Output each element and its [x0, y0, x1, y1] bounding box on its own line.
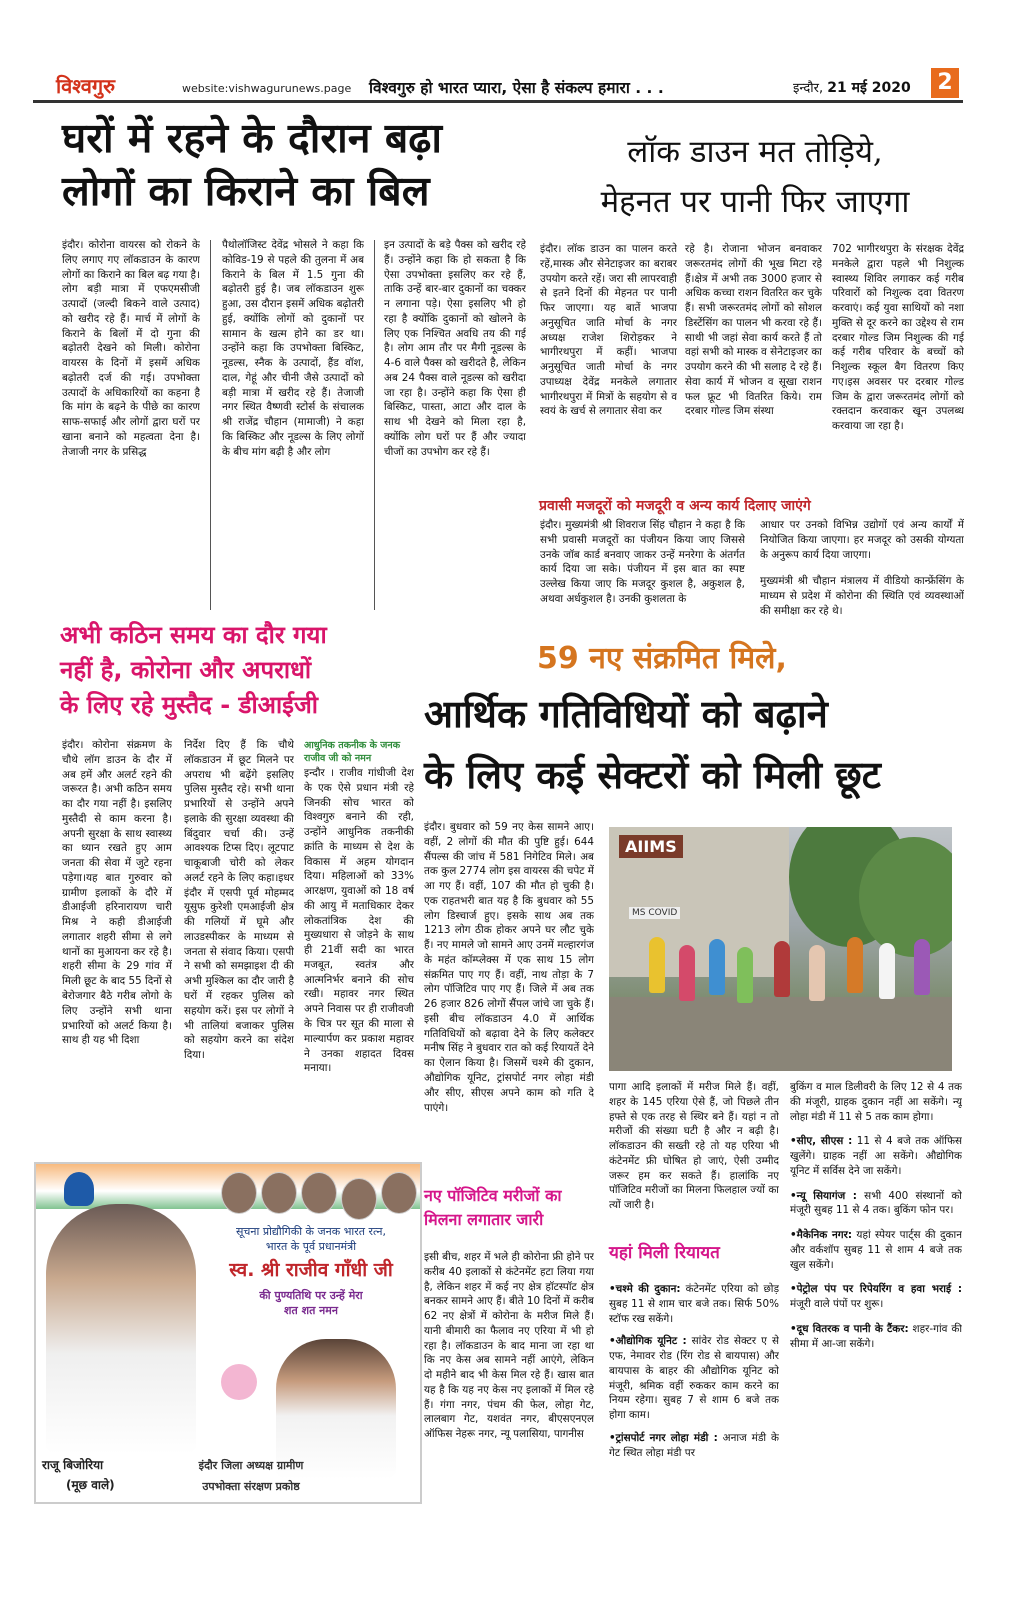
person: [847, 937, 863, 993]
ad-tagline: [206, 1224, 416, 1254]
person-title-line1: इंदौर जिला अध्यक्ष ग्रामीण: [198, 1459, 304, 1472]
concession-item: [790, 1134, 962, 1178]
concession-item: [790, 1228, 962, 1272]
concession-item: [790, 1282, 962, 1312]
concession-item: [609, 1334, 779, 1423]
leader-photo: [301, 1172, 337, 1214]
story4-headline: [60, 618, 420, 722]
masthead-logo: विश्वगुरु: [56, 74, 116, 98]
masthead-slogan: विश्वगुरु हो भारत प्यारा, ऐसा है संकल्प हमारा . . .: [369, 79, 664, 97]
ad-tribute-line2: शत शत नमन: [284, 1304, 338, 1317]
person: [879, 943, 895, 999]
person: [709, 939, 725, 995]
concession-intro: बुकिंग व माल डिलीवरी के लिए 12 से 4 तक की मंजूरी, ग्राहक दुकान नहीं आ सकेंगे। न्यू लोहा मंडी में 11 से 5 तक काम होगा।: [790, 1081, 962, 1123]
hand-symbol-icon: [64, 1172, 94, 1206]
concessions-list-1: [609, 1282, 779, 1500]
concession-title: •ट्रांसपोर्ट नगर लोहा मंडी :: [609, 1431, 718, 1444]
story3-col2: [760, 518, 964, 628]
story3-headline: प्रवासी मजदूरों को मजदूरी व अन्य कार्य दिलाए जाएंगे: [539, 498, 811, 514]
concession-title: •सीए, सीएस :: [790, 1135, 853, 1148]
story1-col1: इंदौर। कोरोना वायरस को रोकने के लिए लगाए गए लॉकडाउन के कारण लोगों का किराने का बिल बढ़ गया है। लोग बड़ी मात्रा में एफएमसीजी उत्पादों (जल्दी बिकने वाले उत्पाद) को खरीद रहे हैं। मार्च में लोगों के किराने के बिलों में दो गुना की बढ़ोतरी देखने को मिली। कोरोना वायरस के दिनों में इसमें अधिक बढ़ोतरी दर्ज की गई। उपभोक्ता उत्पादों के अधिकारियों का कहना है कि मांग के बढ़ने के पीछे का कारण साफ-सफाई और लोगों द्वारा घरों पर खाना बनाने को महत्वता देना है। तेजाजी नगर के प्रसिद्ध: [62, 239, 200, 458]
tribute-advertisement: [34, 1162, 422, 1504]
story2-col2: रहे है। रोजाना भोजन बनवाकर जरूरतमंद लोगों की भूख मिटा रहे हैं।क्षेत्र में अभी तक 3000 हजार से अधिक कच्चा राशन वितरित कर चुके हैं। सभी जरूरतमंद लोगों को सोशल डिस्टेंसिंग का पालन भी करवा रहे हैं। साथी भी जहां सेवा कार्य करते हैं तो वहां सभी को मास्क व सेनेटाइजर का उपयोग करने की भी सलाह दे रहे हैं। सेवा कार्य में भोजन व सूखा राशन फल फ्रूट भी वितरित किये। राम दरबार गोल्ड जिम संस्था: [685, 243, 822, 418]
story1-headline-line1: घरों में रहने के दौरान बढ़ा: [62, 114, 442, 162]
story6-headline: [424, 684, 964, 806]
person-title-line2: उपभोक्ता संरक्षण प्रकोष्ठ: [202, 1480, 300, 1493]
ad-tribute-line1: की पुण्यतिथि पर उन्हें मेरा: [259, 1289, 363, 1302]
ad-tagline-line1: सूचना प्रोद्यौगिकी के जनक भारत रत्न,: [235, 1225, 387, 1238]
concession-text: सभी 400 संस्थानों को मंजूरी सुबह 11 से 4 तक। बुकिंग फोन पर।: [790, 1189, 962, 1217]
story2-col3: 702 भागीरथपुरा के संरक्षक देवेंद्र मनकेले द्वारा पहले भी निशुल्क स्वास्थ्य शिविर लगाकर कई गरीब परिवारों को निशुल्क दवा वितरण करवाएं। कई युवा साथियों को नशा मुक्ति से दूर करने का उद्देश्य से राम दरबार गोल्ड जिम निशुल्क की गई कई गरीब परिवार के बच्चों को निशुल्क स्कूल बैग वितरण किए गए।इस अवसर पर दरबार गोल्ड जिम के द्वारा जरूरतमंद लोगों को रक्तदान करवाकर खून उपलब्ध करवाया जा रहा है।: [832, 243, 964, 433]
person: [914, 939, 930, 995]
story4-headline-line1: अभी कठिन समय का दौर गया: [60, 621, 327, 649]
concession-text: कंटेनमेंट एरिया को छोड़ सुबह 11 से शाम चार बजे तक। सिर्फ 50% स्टॉफ रख सकेंगे।: [609, 1283, 779, 1325]
masthead-date: [793, 78, 911, 97]
story2-headline-line1: लॉक डाउन मत तोड़िये,: [627, 134, 883, 170]
story1-headline-line2: लोगों का किराने का बिल: [62, 167, 430, 216]
person: [649, 937, 665, 993]
ad-name: स्व. श्री राजीव गाँधी जी: [229, 1259, 393, 1281]
leader-photo: [381, 1172, 417, 1214]
concessions-head: यहां मिली रियायत: [609, 1243, 720, 1263]
rajiv-gandhi-portrait: [46, 1204, 196, 1454]
concession-item: [790, 1322, 962, 1352]
website-url: website:vishwagurunews.page: [182, 82, 352, 95]
column-divider: [374, 240, 375, 610]
story4-col1: इंदौर। कोरोना संक्रमण के चौथे लॉग डाउन के दौर में अब हमें और अलर्ट रहने की जरूरत है। अभी कठिन समय का दौर गया नहीं है। इसलिए मुस्तैदी से काम करना है। अपनी सुरक्षा के साथ स्वास्थ्य का ध्यान रखते हुए आम जनता की सेवा में जुटे रहना पड़ेगा।यह बात गुरुवार को ग्रामीण इलाकों के दौरे में डीआईजी हरिनारायण चारी मिश्र ने कही डीआईजी लगातार शहरी सीमा से लगे थानों का मुआयना कर रहे है। शहरी सीमा के 29 गांव में मिली छूट के बाद 55 दिनों से बेरोजगार बैठे गरीब लोगो के लिए उन्होंने सभी थाना प्रभारियों को अलर्ट किया है। साथ ही यह भी दिशा: [62, 739, 172, 1047]
concession-title: •चश्मे की दुकान:: [609, 1283, 681, 1295]
concessions-list-2: [790, 1080, 962, 1500]
concession-title: •मैकेनिक नगर:: [790, 1229, 853, 1242]
concession-item: [609, 1282, 779, 1326]
concession-title: •औद्योगिक यूनिट :: [609, 1335, 687, 1348]
story3-col2-para1: आधार पर उनको विभिन्न उद्योगों एवं अन्य कार्यों में नियोजित किया जाएगा। हर मजदूर को उसकी योग्यता के अनुरूप कार्य दिया जाएगा।: [760, 519, 964, 561]
concession-item: [790, 1189, 962, 1219]
story6-col1: इंदौर। बुधवार को 59 नए केस सामने आए। वहीं, 2 लोगों की मौत की पुष्टि हुई। 644 सैंपल्स की जांच में 581 निगेटिव मिले। अब तक कुल 2774 लोग इस वायरस की चपेट में आ गए हैं। वहीं, 107 की मौत हो चुकी है। एक राहतभरी बात यह है कि बुधवार को 55 लोग डिस्चार्ज हुए। इसके साथ अब तक 1213 लोग ठीक होकर अपने घर लौट चुके हैं। नए मामले जो सामने आए उनमें मल्हारगंज के महंत कॉम्प्लेक्स में एक साथ 15 लोग संक्रमित पाए गए हैं। वहीं, नाथ तोड़ा के 7 लोग पॉजिटिव पाए गए हैं। जिले में अब तक 26 हजार 826 लोगों सैंपल जांचे जा चुके हैं। इसी बीच लॉकडाउन 4.0 में आर्थिक गतिविधियों को बढ़ावा देने के लिए कलेक्टर मनीष सिंह ने बुधवार रात को कई रियायतें देने का ऐलान किया है। जिसमें चश्मे की दुकान, औद्योगिक यूनिट, ट्रांसपोर्ट नगर लोहा मंडी और सीए, सीएस अपने काम को गति दे पाएंगे।: [424, 821, 594, 1114]
story6-col2: पागा आदि इलाकों में मरीज मिले हैं। वहीं, शहर के 145 एरिया ऐसे हैं, जो पिछले तीन हफ्ते से एक तरह से स्थिर बने हैं। यहां न तो मरीजों की संख्या घटी है और न बढ़ी है। लॉकडाउन की सख्ती रहे तो यह एरिया भी कंटेनमेंट फ्री घोषित हो जाएं, ऐसी उम्मीद जरूर हम कर सकते हैं। हालांकि नए पॉजिटिव मरीजों का मिलना फिलहाल ज्यों का त्यों जारी है।: [609, 1081, 779, 1212]
concession-text: अनाज मंडी के गेट स्थित लोहा मंडी पर: [609, 1431, 779, 1459]
concession-text: सांवेर रोड सेक्टर ए से एफ, नेमावर रोड (रिंग रोड से बायपास) और बायपास के बाहर की औद्योगिक यूनिट को मंजूरी, श्रमिक वहीं रुककर काम करने का नियम रहेगा। सुबह 7 से शाम 6 बजे तक होगा काम।: [609, 1335, 779, 1422]
leader-photo: [261, 1172, 297, 1214]
story1-headline: [62, 112, 532, 219]
story6-headline-line2: के लिए कई सेक्टरों को मिली छूट: [424, 751, 881, 797]
person: [679, 945, 695, 1001]
concession-title: •दूध वितरक व पानी के टैंकर:: [790, 1322, 909, 1335]
person: [809, 945, 825, 1001]
story6-subhead: नए पॉजिटिव मरीजों का मिलना लगातार जारी: [424, 1186, 562, 1229]
page-number: 2: [931, 68, 959, 98]
ad-tribute: [206, 1288, 416, 1318]
story1-col3: इन उत्पादों के बड़े पैक्स को खरीद रहे हैं। उन्होंने कहा कि हो सकता है कि ऐसा उपभोक्ता इसलिए कर रहे हैं, ताकि उन्हें बार-बार दुकानों का चक्कर न लगाना पड़े। ऐसा इसलिए भी हो रहा है क्योंकि दुकानों को खोलने के लिए एक निश्चित अवधि तय की गई है। लोग आम तौर पर मैगी नूडल्स के 4-6 वाले पैक्स को खरीदते है, लेकिन अब 24 पैक्स वाले नूडल्स को खरीदा जा रहा है। उन्होंने कहा कि ऐसा ही बिस्किट, पास्ता, आटा और दाल के साथ भी देखने को मिला रहा है, क्योंकि लोग घरों पर हैं और ज्यादा चीजों का उपभोग कर रहे हैं।: [384, 239, 526, 458]
person: [774, 941, 790, 997]
story2-headline: [545, 128, 965, 227]
concession-title: •पेट्रोल पंप पर रिपेयरिंग व हवा भराई :: [790, 1283, 962, 1296]
city: इन्दौर,: [793, 81, 824, 96]
news-photo: [609, 827, 952, 1071]
person-name: राजू बिजोरिया: [42, 1458, 104, 1472]
flower-icon: [221, 1364, 257, 1400]
story5-sidehead: आधुनिक तकनीक के जनक राजीव जी को नमन: [304, 740, 401, 764]
concession-text: 11 से 4 बजे तक ऑफिस खुलेंगे। ग्राहक नहीं आ सकेंगे। औद्योगिक यूनिट में सर्विस देने जा सकेंगे।: [790, 1135, 962, 1177]
concession-item: [609, 1431, 779, 1461]
hospital-sign: AIIMS: [619, 835, 683, 858]
story1-col2: पैथोलॉजिस्ट देवेंद्र भोसले ने कहा कि कोविड-19 से पहले की तुलना में अब किराने के बिल में 1.5 गुना की बढ़ोतरी हुई है। जब लॉकडाउन शुरू हुआ, उस दौरान इसमें अधिक बढ़ोतरी हुई, क्योंकि लोगों को दुकानों पर सामान के खत्म होने का डर था। उन्होंने कहा कि उपभोक्ता बिस्किट, नूडल्स, स्नैक के उत्पादों, हैंड वॉश, दाल, गेहूं और चीनी जैसे उत्पादों को बड़ी मात्रा में खरीद रहे हैं। तेजाजी नगर स्थित वैष्णवी स्टोर्स के संचालक श्री राजेंद्र चौहान (मामाजी) ने कहा कि बिस्किट और नूडल्स के लिए लोगों के बीच मांग बढ़ी है और लोग: [222, 239, 364, 458]
story6-headline-line1: आर्थिक गतिविधियों को बढ़ाने: [424, 691, 828, 736]
story2-col1: इंदौर। लॉक डाउन का पालन करते रहें,मास्क और सेनेटाइजर का बराबर उपयोग करते रहें। जरा सी लापरवाही से इतने दिनों की मेहनत पर पानी फिर जाएगा। यह बातें भाजपा अनुसूचित जाति मोर्चा के नगर अध्यक्ष राजेश शिरोड़कर ने भागीरथपुरा में कहीं। भाजपा अनुसूचित जाती मोर्चा के नगर उपाध्यक्ष देवेंद्र मनकेले लगातार भागीरथपुरा में मित्रों के सहयोग से व स्वयं के खर्च से लगातार सेवा कर: [540, 243, 677, 418]
story6-kicker: 59 नए संक्रमित मिले,: [537, 641, 787, 676]
road: [609, 997, 952, 1071]
person: [737, 947, 753, 1003]
story6-col1b: इसी बीच, शहर में भले ही कोरोना फ्री होने पर करीब 40 इलाकों से कंटेनमेंट हटा लिया गया है, लेकिन शहर में कई नए क्षेत्र हॉटस्पॉट क्षेत्र बनकर सामने आए हैं। बीते 10 दिनों में करीब 62 नए क्षेत्रों में कोरोना के मरीज मिले हैं। यानी बीमारी का फैलाव नए एरिया में भी हो रहा है। लॉकडाउन के बाद माना जा रहा था कि नए केस अब सामने नहीं आएंगे, लेकिन दो महीने बाद भी केस मिल रहे हैं। खास बात यह है कि यह नए केस नए इलाकों में मिल रहे हैं। गंगा नगर, पंचम की फेल, लोहा गेट, लालबाग गेट, यशवंत नगर, बीएसएनएल ऑफिस नेहरू नगर, न्यू पलासिया, पागनीस: [424, 1251, 594, 1441]
story3-col2-para2: मुख्यमंत्री श्री चौहान मंत्रालय में वीडियो कान्फ्रेंसिंग के माध्यम से प्रदेश में कोरोना की स्थिति एवं व्यवस्थाओं की समीक्षा कर रहे थे।: [760, 575, 964, 617]
concession-title: •न्यू सियागंज :: [790, 1189, 857, 1202]
leader-photo: [221, 1172, 257, 1214]
person-title: [166, 1458, 336, 1494]
story4-headline-line3: के लिए रहे मुस्तैद - डीआईजी: [60, 690, 318, 719]
story2-headline-line2: मेहनत पर पानी फिर जाएगा: [600, 183, 910, 220]
date-value: 21 मई 2020: [827, 80, 911, 96]
leader-photo: [341, 1178, 377, 1220]
story5-col: इन्दौर । राजीव गांधीजी देश के एक ऐसे प्रधान मंत्री रहे जिनकी सोच भारत को विश्वगुरु बनाने की रही, उन्होंने आधुनिक तकनीकी क्रांति के माध्यम से देश के विकास में अहम योगदान दिया। महिलाओं को 33% आरक्षण, युवाओं को 18 वर्ष की आयु में मताधिकार देकर लोकतांत्रिक देश की मुख्यधारा से जोड़ने के साथ ही 21वीं सदी का भारत मजबूत, स्वतंत्र और आत्मनिर्भर बनाने की सोच रखी। महावर नगर स्थित अपने निवास पर ही राजीवजी के चित्र पर सूत की माला से माल्यार्पण कर प्रकाश महावर ने उनका शहादत दिवस मनाया।: [304, 767, 414, 1075]
person-nickname: (मूछ वाले): [66, 1478, 115, 1492]
masthead-rule: [33, 100, 963, 103]
story3-col1: इंदौर। मुख्यमंत्री श्री शिवराज सिंह चौहान ने कहा है कि सभी प्रवासी मजदूरों का पंजीयन किया जाए जिससे उनके जॉब कार्ड बनवाए जाकर उन्हें मनरेगा के अंतर्गत कार्य दिया जा सके। पंजीयन में इस बात का स्पष्ट उल्लेख किया जाए कि मजदूर कुशल है, अकुशल है, अथवा अर्धकुशल है। उनकी कुशलता के: [540, 519, 745, 605]
concession-text: शहर-गांव की सीमा में आ-जा सकेंगे।: [790, 1322, 962, 1350]
column-divider: [210, 240, 211, 610]
story4-headline-line2: नहीं है, कोरोना और अपराधों: [60, 655, 312, 684]
covid-sign: MS COVID: [629, 907, 680, 919]
story4-col2: निर्देश दिए हैं कि चौथे लॉकडाउन में छूट मिलने पर अपराध भी बढ़ेंगे इसलिए पुलिस मुस्तैद रहे। सभी थाना प्रभारियों से उन्होंने अपने इलाके की सुरक्षा व्यवस्था की बिंदुवार चर्चा की। उन्हें आवश्यक टिप्स दिए। लूटपाट चाकूबाजी चोरी को लेकर अलर्ट रहने के लिए कहा।इधर इंदौर में एसपी पूर्व मोहम्मद यूसुफ कुरेशी एमआईजी क्षेत्र की गलियों में घूमे और लाउडस्पीकर के माध्यम से जनता से संवाद किया। एसपी ने सभी को समझाइश दी की अभी मुश्किल का दौर जारी है घरों में रहकर पुलिस को सहयोग करें। इस पर लोगों ने भी तालियां बजाकर पुलिस को सहयोग करने का संदेश दिया।: [184, 739, 294, 1062]
concession-text: यहां स्पेयर पार्ट्स की दुकान और वर्कशॉप सुबह 11 से शाम 4 बजे तक खुल सकेंगे।: [790, 1229, 962, 1271]
concession-text: मंजूरी वाले पंपों पर शुरू।: [790, 1298, 884, 1311]
ad-tagline-line2: भारत के पूर्व प्रधानमंत्री: [265, 1240, 357, 1253]
